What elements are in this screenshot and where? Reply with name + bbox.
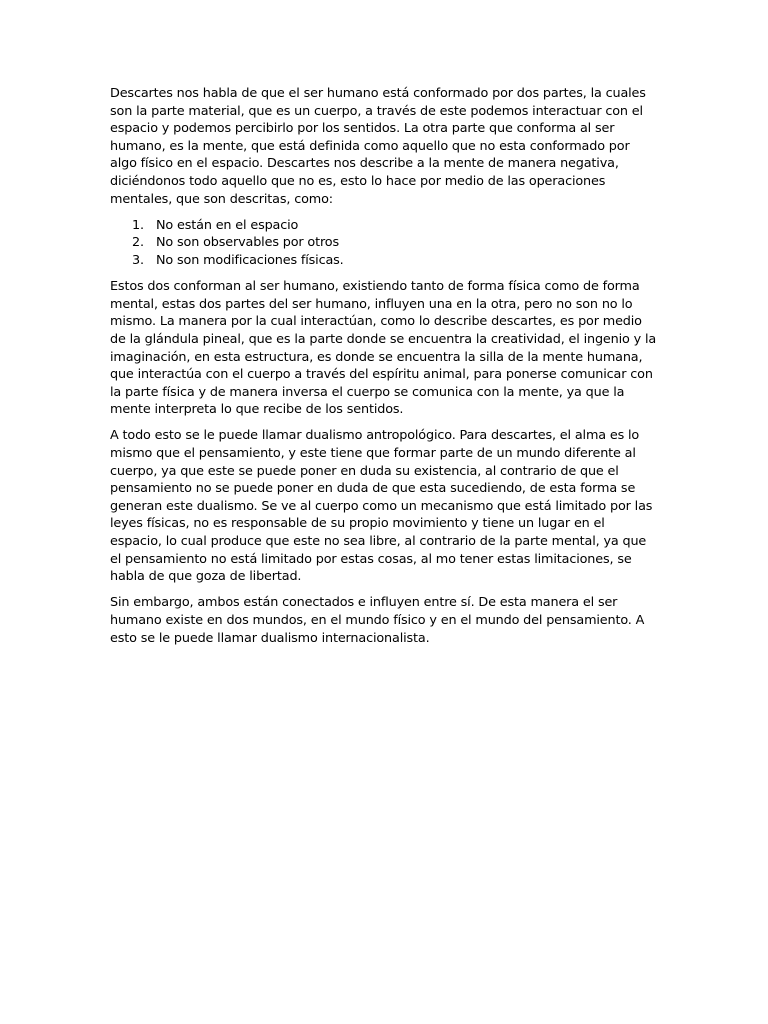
list-number: 2. [132,235,144,251]
list-item [110,234,660,252]
paragraph: A todo esto se le puede llamar dualismo antropológico. Para descartes, el alma es lo mismo que el pensamiento, y este tiene que formar parte de un mundo diferente al cuerpo, ya que este se puede poner en duda su existencia, al contrario de que el pensamiento no se puede poner en duda de que esta sucediendo, de esta forma se generan este dualismo. Se ve al cuerpo como un mecanismo que está limitado por las leyes físicas, no es responsable de su propio movimiento y tiene un lugar en el espacio, lo cual produce que este no sea libre, al contrario de la parte mental, ya que el pensamiento no está limitado por estas cosas, al mo tener estas limitaciones, se habla de que goza de libertad. [110,428,653,585]
paragraph: Estos dos conforman al ser humano, existiendo tanto de forma física como de forma mental, estas dos partes del ser humano, influyen una en la otra, pero no son no lo mismo. La manera por la cual interactúan, como lo describe descartes, es por medio de la glándula pineal, que es la parte donde se encuentra la creatividad, el ingenio y la imaginación, en esta estructura, es donde se encuentra la silla de la mente humana, que interactúa con el cuerpo a través del espíritu animal, para ponerse comunicar con la parte física y de manera inversa el cuerpo se comunica con la mente, ya que la mente interpreta lo que recibe de los sentidos. [110,279,657,418]
list-number: 1. [132,217,144,233]
list-number: 3. [132,252,144,268]
paragraph: Descartes nos habla de que el ser humano está conformado por dos partes, la cuales son la parte material, que es un cuerpo, a través de este podemos interactuar con el espacio y podemos percibirlo por los sentidos. La otra parte que conforma al ser humano, es la mente, que está definida como aquello que no esta conformado por algo físico en el espacio. Descartes nos describe a la mente de manera negativa, diciéndonos todo aquello que no es, esto lo hace por medio de las operaciones mentales, que son descritas, como: [110,86,646,207]
list-item [110,217,660,235]
list-item [110,252,660,270]
list-text: No están en el espacio [156,217,299,233]
document-page [110,85,660,656]
list-text: No son observables por otros [156,235,340,251]
list-text: No son modificaciones físicas. [156,252,344,268]
numbered-list [110,217,660,270]
paragraph: Sin embargo, ambos están conectados e influyen entre sí. De esta manera el ser humano existe en dos mundos, en el mundo físico y en el mundo del pensamiento. A esto se le puede llamar dualismo internacionalista. [110,595,645,646]
